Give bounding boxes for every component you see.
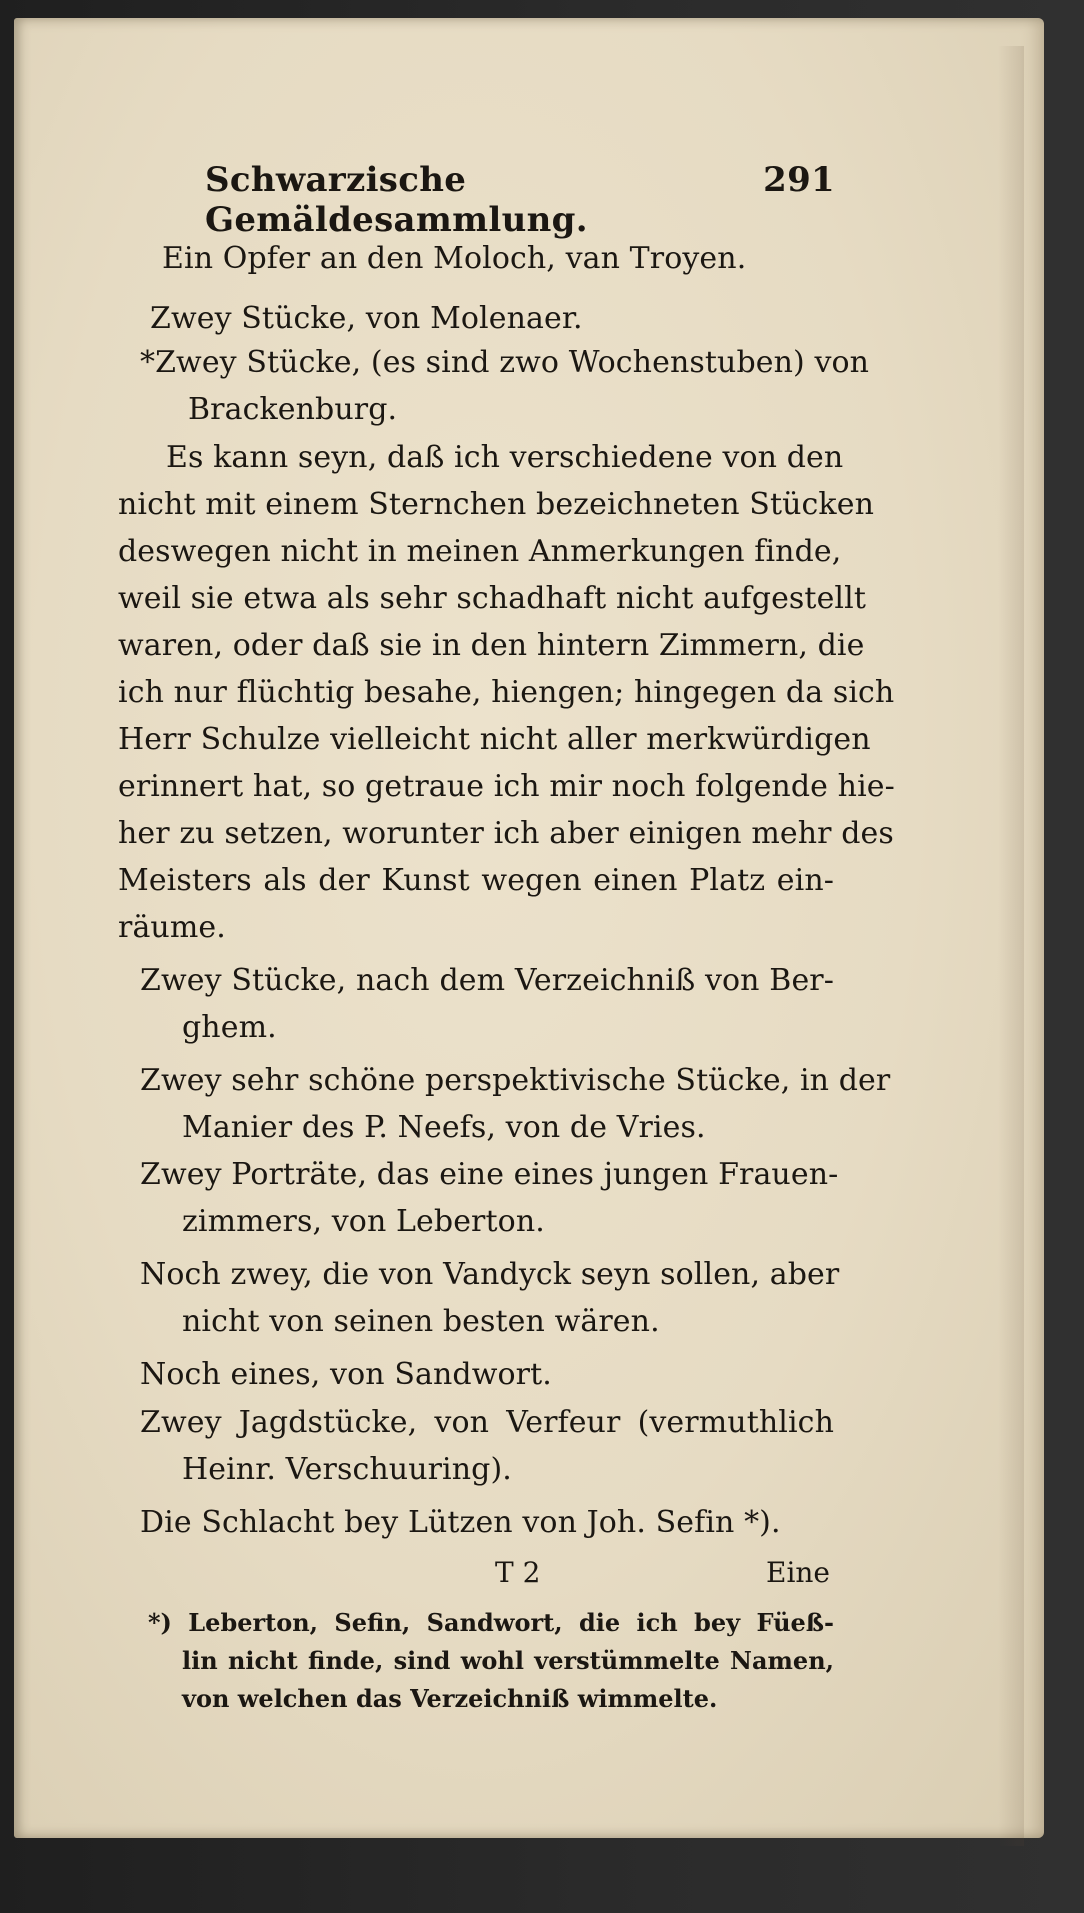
text-line: Zwey Stücke, von Molenaer. [150, 301, 583, 336]
text-line: weil sie etwa als sehr schadhaft nicht aufgestellt [118, 581, 866, 616]
text-line: waren, oder daß sie in den hintern Zimmern, die [118, 628, 865, 663]
text-line: *Zwey Stücke, (es sind zwo Wochenstuben) von [140, 345, 870, 380]
text-line: Zwey Jagdstücke, von Verfeur (vermuthlich [140, 1405, 834, 1440]
footnote-line: lin nicht finde, sind wohl verstümmelte Namen, [182, 1646, 834, 1675]
text-line: Zwey Stücke, nach dem Verzeichniß von Ber- [140, 963, 834, 998]
text-line: Manier des P. Neefs, von de Vries. [182, 1110, 706, 1145]
text-line: Es kann seyn, daß ich verschiedene von den [166, 440, 844, 475]
text-line: ich nur flüchtig besahe, hiengen; hingegen da sich [118, 675, 895, 710]
text-line: nicht von seinen besten wären. [182, 1304, 660, 1339]
text-line: nicht mit einem Sternchen bezeichneten Stücken [118, 487, 874, 522]
text-line: zimmers, von Leberton. [182, 1204, 545, 1239]
signature-mark: T 2 [495, 1556, 541, 1589]
footnote-line: *) Leberton, Sefin, Sandwort, die ich bey Füeß- [148, 1608, 834, 1637]
running-header [205, 160, 835, 240]
text-line: Brackenburg. [188, 392, 398, 427]
text-line: Zwey sehr schöne perspektivische Stücke, in der [140, 1063, 891, 1098]
text-line: deswegen nicht in meinen Anmerkungen finde, [118, 534, 842, 569]
text-line: Zwey Porträte, das eine eines jungen Frauen- [140, 1157, 839, 1192]
text-line: Meisters als der Kunst wegen einen Platz ein- [118, 863, 834, 898]
text-line: räume. [118, 910, 226, 945]
footnote-line: von welchen das Verzeichniß wimmelte. [182, 1684, 718, 1713]
text-line: Ein Opfer an den Moloch, van Troyen. [162, 241, 747, 276]
running-title: Schwarzische Gemäldesammlung. [205, 160, 588, 240]
page-number: 291 [763, 160, 835, 200]
catchword: Eine [766, 1556, 830, 1589]
text-line: Heinr. Verschuuring). [182, 1452, 512, 1487]
text-line: Herr Schulze vielleicht nicht aller merkwürdigen [118, 722, 871, 757]
text-line: Die Schlacht bey Lützen von Joh. Sefin *). [140, 1505, 781, 1540]
text-line: Noch eines, von Sandwort. [140, 1357, 552, 1392]
text-line: ghem. [182, 1010, 277, 1045]
text-line: her zu setzen, worunter ich aber einigen mehr des [118, 816, 894, 851]
text-line: Noch zwey, die von Vandyck seyn sollen, aber [140, 1257, 840, 1292]
text-line: erinnert hat, so getraue ich mir noch folgende hie- [118, 769, 895, 804]
